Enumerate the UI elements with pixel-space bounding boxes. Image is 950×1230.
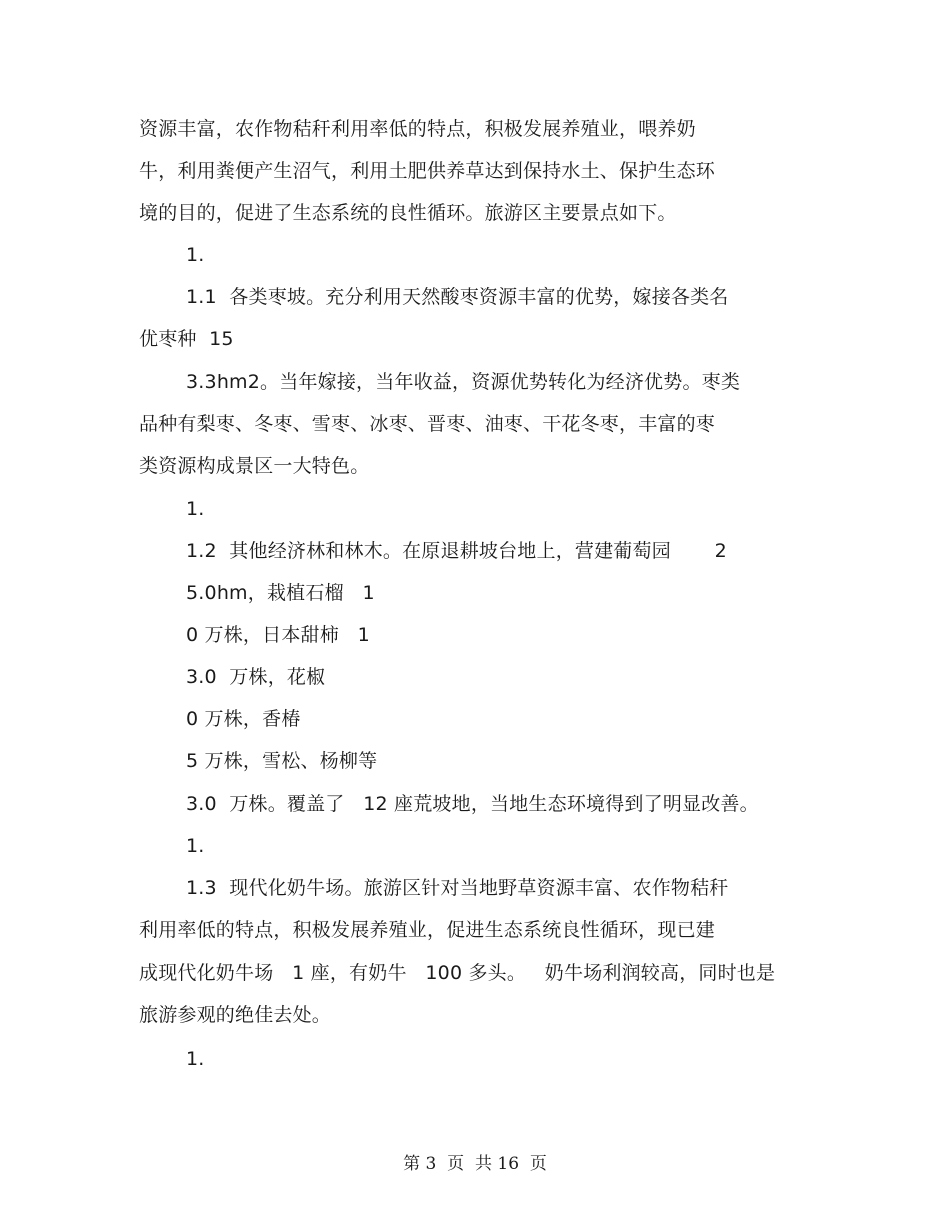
body-line-6: 优枣种 15 (139, 328, 234, 350)
page-footer: 第 3 页 共 16 页 (403, 1154, 547, 1174)
body-line-12: 5.0hm，栽植石榴 1 (186, 582, 375, 604)
body-line-8: 品种有梨枣、冬枣、雪枣、冰枣、晋枣、油枣、干花冬枣，丰富的枣 (139, 413, 716, 435)
section-number-3: 1. (186, 835, 205, 857)
body-line-7: 3.3hm2。当年嫁接，当年收益，资源优势转化为经济优势。枣类 (186, 371, 741, 393)
body-line-16: 5 万株，雪松、杨柳等 (186, 750, 378, 772)
body-line-14: 3.0 万株，花椒 (186, 666, 326, 688)
body-line-21: 成现代化奶牛场 1 座，有奶牛 100 多头。 奶牛场利润较高，同时也是 (139, 962, 776, 984)
body-line-22: 旅游参观的绝佳去处。 (139, 1004, 332, 1026)
body-line-20: 利用率低的特点，积极发展养殖业，促进生态系统良性循环，现已建 (139, 919, 716, 941)
section-number-1: 1. (186, 244, 205, 266)
body-line-9: 类资源构成景区一大特色。 (139, 455, 370, 477)
body-line-11: 1.2 其他经济林和林木。在原退耕坡台地上，营建葡萄园 2 (186, 540, 727, 562)
section-number-2: 1. (186, 498, 205, 520)
body-line-3: 境的目的，促进了生态系统的良性循环。旅游区主要景点如下。 (139, 202, 677, 224)
body-line-17: 3.0 万株。覆盖了 12 座荒坡地，当地生态环境得到了明显改善。 (186, 793, 759, 815)
body-line-19: 1.3 现代化奶牛场。旅游区针对当地野草资源丰富、农作物秸秆 (186, 877, 729, 899)
body-line-15: 0 万株，香椿 (186, 708, 301, 730)
body-line-13: 0 万株，日本甜柿 1 (186, 624, 370, 646)
body-line-1: 资源丰富，农作物秸秆利用率低的特点，积极发展养殖业，喂养奶 (139, 118, 696, 140)
section-number-4: 1. (186, 1048, 205, 1070)
body-line-2: 牛，利用粪便产生沼气，利用土肥供养草达到保持水土、保护生态环 (139, 160, 716, 182)
body-line-5: 1.1 各类枣坡。充分利用天然酸枣资源丰富的优势，嫁接各类名 (186, 286, 729, 308)
